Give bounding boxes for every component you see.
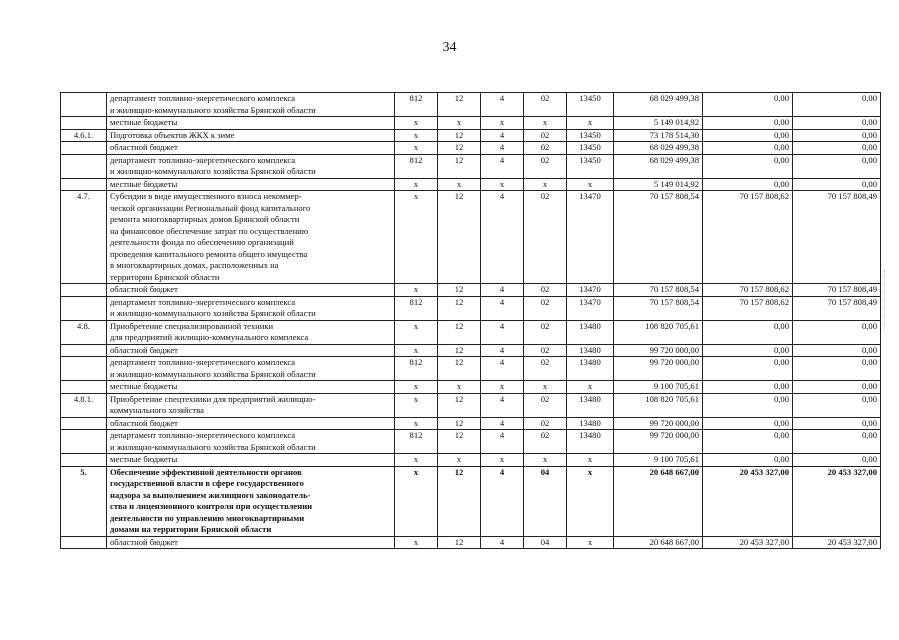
- code-direction-cell: 13480: [567, 320, 614, 344]
- table-row: [61, 117, 881, 130]
- code-subsection-cell: х: [481, 117, 524, 130]
- table-row: [61, 129, 881, 142]
- row-number-cell: 4.6.1.: [61, 129, 107, 142]
- row-name-cell: [107, 154, 395, 178]
- code-section-cell: 12: [438, 393, 481, 417]
- amount-year1-cell: 70 157 808,54: [614, 191, 703, 284]
- amount-year1-cell: 5 149 014,92: [614, 178, 703, 191]
- amount-year3-cell: 0,00: [793, 381, 881, 394]
- row-name-line: проведения капитального ремонта общего имущества: [110, 248, 308, 259]
- code-direction-cell: 13450: [567, 129, 614, 142]
- amount-year3-cell: 0,00: [793, 357, 881, 381]
- amount-year3-cell: 0,00: [793, 344, 881, 357]
- row-name-line: ремонта многоквартирных домов Брянской области: [110, 214, 300, 224]
- amount-year2-cell: 0,00: [703, 417, 793, 430]
- code-subsection-cell: 4: [481, 344, 524, 357]
- row-number-cell: 4.8.: [61, 320, 107, 344]
- row-name-line: департамент топливно-энергетического комплекса: [110, 154, 296, 165]
- row-name-line: областной бюджет: [110, 344, 178, 355]
- row-name-line: местные бюджеты: [110, 454, 178, 464]
- row-number-cell: [61, 381, 107, 394]
- amount-year1-cell: 5 149 014,92: [614, 117, 703, 130]
- code-gov-cell: 812: [395, 154, 438, 178]
- code-direction-cell: 13480: [567, 344, 614, 357]
- code-subsection-cell: 4: [481, 154, 524, 178]
- code-program-cell: 02: [524, 296, 567, 320]
- code-gov-cell: х: [395, 454, 438, 467]
- code-gov-cell: 812: [395, 357, 438, 381]
- amount-year3-cell: 70 157 808,49: [793, 296, 881, 320]
- row-name-cell: [107, 430, 395, 454]
- code-section-cell: 12: [438, 191, 481, 284]
- amount-year2-cell: 0,00: [703, 154, 793, 178]
- amount-year1-cell: 108 820 705,61: [614, 320, 703, 344]
- row-name-line: и жилищно-коммунального хозяйства Брянской области: [110, 308, 316, 318]
- row-name-line: домами на территории Брянской области: [110, 524, 272, 534]
- amount-year1-cell: 70 157 808,54: [614, 284, 703, 297]
- code-direction-cell: 13450: [567, 142, 614, 155]
- table-row: [61, 536, 881, 549]
- table-row: [61, 357, 881, 381]
- code-subsection-cell: 4: [481, 284, 524, 297]
- table-row: [61, 466, 881, 536]
- row-name-cell: [107, 178, 395, 191]
- code-gov-cell: х: [395, 191, 438, 284]
- row-name-line: Субсидии в виде имущественного взноса некоммер-: [110, 191, 302, 201]
- code-direction-cell: х: [567, 381, 614, 394]
- code-gov-cell: х: [395, 536, 438, 549]
- row-name-line: ческой организации Региональный фонд капитального: [110, 202, 311, 213]
- code-section-cell: 12: [438, 417, 481, 430]
- row-number-cell: [61, 357, 107, 381]
- row-name-line: государственной власти в сфере государственного: [110, 478, 304, 488]
- row-number-cell: [61, 178, 107, 191]
- code-gov-cell: 812: [395, 296, 438, 320]
- row-name-line: департамент топливно-энергетического комплекса: [110, 93, 296, 103]
- row-number-cell: [61, 417, 107, 430]
- table-row: [61, 393, 881, 417]
- row-number-cell: [61, 142, 107, 155]
- row-number-cell: [61, 284, 107, 297]
- amount-year2-cell: 0,00: [703, 178, 793, 191]
- code-direction-cell: 13480: [567, 393, 614, 417]
- amount-year1-cell: 99 720 000,00: [614, 430, 703, 454]
- row-name-line: областной бюджет: [110, 284, 178, 294]
- amount-year2-cell: 0,00: [703, 430, 793, 454]
- code-direction-cell: х: [567, 466, 614, 536]
- code-direction-cell: 13470: [567, 284, 614, 297]
- amount-year2-cell: 0,00: [703, 454, 793, 467]
- row-name-line: местные бюджеты: [110, 117, 178, 127]
- table-row: [61, 142, 881, 155]
- code-direction-cell: 13470: [567, 296, 614, 320]
- budget-table: [60, 92, 881, 549]
- row-name-line: ства и лицензионного контроля при осуществлении: [110, 501, 313, 511]
- code-gov-cell: х: [395, 117, 438, 130]
- amount-year1-cell: 108 820 705,61: [614, 393, 703, 417]
- code-subsection-cell: 4: [481, 536, 524, 549]
- table-row: [61, 178, 881, 191]
- amount-year2-cell: 0,00: [703, 129, 793, 142]
- row-name-line: коммунального хозяйства: [110, 405, 204, 415]
- amount-year2-cell: 0,00: [703, 93, 793, 117]
- code-section-cell: 12: [438, 93, 481, 117]
- code-section-cell: 12: [438, 320, 481, 344]
- row-name-line: Приобретение специализированной техники: [110, 320, 274, 331]
- row-name-line: и жилищно-коммунального хозяйства Брянской области: [110, 166, 316, 176]
- code-program-cell: 02: [524, 393, 567, 417]
- amount-year3-cell: 0,00: [793, 129, 881, 142]
- amount-year3-cell: 70 157 808,49: [793, 191, 881, 284]
- amount-year2-cell: 20 453 327,00: [703, 466, 793, 536]
- code-section-cell: х: [438, 178, 481, 191]
- code-direction-cell: 13470: [567, 191, 614, 284]
- amount-year2-cell: 0,00: [703, 344, 793, 357]
- code-program-cell: 02: [524, 142, 567, 155]
- row-name-cell: [107, 296, 395, 320]
- amount-year1-cell: 73 178 514,30: [614, 129, 703, 142]
- row-name-line: местные бюджеты: [110, 381, 178, 391]
- code-direction-cell: 13480: [567, 357, 614, 381]
- row-number-cell: [61, 430, 107, 454]
- table-row: [61, 284, 881, 297]
- code-direction-cell: х: [567, 117, 614, 130]
- row-name-line: и жилищно-коммунального хозяйства Брянской области: [110, 104, 316, 115]
- code-program-cell: 02: [524, 417, 567, 430]
- amount-year2-cell: 70 157 808,62: [703, 296, 793, 320]
- row-name-line: областной бюджет: [110, 536, 178, 547]
- code-subsection-cell: 4: [481, 393, 524, 417]
- row-name-cell: [107, 117, 395, 130]
- amount-year3-cell: 0,00: [793, 430, 881, 454]
- code-subsection-cell: 4: [481, 191, 524, 284]
- code-section-cell: 12: [438, 296, 481, 320]
- amount-year2-cell: 70 157 808,62: [703, 284, 793, 297]
- amount-year1-cell: 70 157 808,54: [614, 296, 703, 320]
- code-direction-cell: х: [567, 454, 614, 467]
- code-direction-cell: х: [567, 178, 614, 191]
- row-name-cell: [107, 417, 395, 430]
- row-name-cell: [107, 93, 395, 117]
- code-gov-cell: х: [395, 417, 438, 430]
- row-name-line: областной бюджет: [110, 142, 178, 152]
- code-subsection-cell: х: [481, 454, 524, 467]
- amount-year2-cell: 0,00: [703, 142, 793, 155]
- amount-year3-cell: 20 453 327,00: [793, 466, 881, 536]
- row-number-cell: [61, 117, 107, 130]
- amount-year1-cell: 9 100 705,61: [614, 381, 703, 394]
- row-name-cell: [107, 466, 395, 536]
- code-gov-cell: х: [395, 320, 438, 344]
- amount-year3-cell: 0,00: [793, 142, 881, 155]
- code-gov-cell: 812: [395, 93, 438, 117]
- amount-year3-cell: 0,00: [793, 393, 881, 417]
- table-row: [61, 417, 881, 430]
- amount-year1-cell: 99 720 000,00: [614, 357, 703, 381]
- code-section-cell: х: [438, 117, 481, 130]
- amount-year1-cell: 99 720 000,00: [614, 417, 703, 430]
- amount-year3-cell: 0,00: [793, 320, 881, 344]
- page-number: 34: [442, 40, 457, 55]
- code-subsection-cell: 4: [481, 93, 524, 117]
- amount-year3-cell: 0,00: [793, 93, 881, 117]
- row-name-cell: [107, 129, 395, 142]
- code-program-cell: 02: [524, 344, 567, 357]
- amount-year3-cell: 0,00: [793, 117, 881, 130]
- code-program-cell: 02: [524, 154, 567, 178]
- amount-year3-cell: 20 453 327,00: [793, 536, 881, 549]
- amount-year1-cell: 20 648 667,00: [614, 466, 703, 536]
- code-direction-cell: х: [567, 536, 614, 549]
- row-number-cell: [61, 454, 107, 467]
- row-name-line: территории Брянской области: [110, 271, 220, 282]
- row-name-line: в многоквартирных домах, расположенных на: [110, 260, 279, 270]
- table-row: [61, 296, 881, 320]
- row-name-line: на финансовое обеспечение затрат по осуществлению: [110, 225, 309, 236]
- row-name-line: областной бюджет: [110, 417, 178, 428]
- code-section-cell: 12: [438, 284, 481, 297]
- code-section-cell: 12: [438, 536, 481, 549]
- code-gov-cell: х: [395, 178, 438, 191]
- code-direction-cell: 13450: [567, 93, 614, 117]
- row-name-line: деятельности фонда по обеспечению организаций: [110, 237, 294, 247]
- row-name-line: местные бюджеты: [110, 178, 178, 189]
- code-program-cell: х: [524, 117, 567, 130]
- code-subsection-cell: 4: [481, 320, 524, 344]
- row-name-line: департамент топливно-энергетического комплекса: [110, 430, 296, 440]
- row-name-line: Обеспечение эффективной деятельности органов: [110, 466, 302, 477]
- row-name-cell: [107, 357, 395, 381]
- amount-year2-cell: 0,00: [703, 393, 793, 417]
- row-number-cell: [61, 154, 107, 178]
- amount-year3-cell: 70 157 808,49: [793, 284, 881, 297]
- amount-year1-cell: 68 029 499,38: [614, 93, 703, 117]
- row-name-line: и жилищно-коммунального хозяйства Брянской области: [110, 368, 316, 379]
- row-name-line: департамент топливно-энергетического комплекса: [110, 357, 296, 367]
- code-subsection-cell: 4: [481, 430, 524, 454]
- row-number-cell: 4.8.1.: [61, 393, 107, 417]
- table-row: [61, 154, 881, 178]
- code-subsection-cell: х: [481, 178, 524, 191]
- amount-year2-cell: 70 157 808,62: [703, 191, 793, 284]
- row-name-line: надзора за выполнением жилищного законодатель-: [110, 489, 311, 500]
- code-program-cell: х: [524, 381, 567, 394]
- code-program-cell: 02: [524, 357, 567, 381]
- code-program-cell: 04: [524, 466, 567, 536]
- row-name-line: для предприятий жилищно-коммунального комплекса: [110, 332, 309, 342]
- code-section-cell: х: [438, 381, 481, 394]
- code-direction-cell: 13480: [567, 430, 614, 454]
- code-program-cell: 02: [524, 93, 567, 117]
- code-program-cell: 02: [524, 129, 567, 142]
- row-number-cell: [61, 344, 107, 357]
- row-name-cell: [107, 393, 395, 417]
- table-row: [61, 191, 881, 284]
- code-gov-cell: х: [395, 393, 438, 417]
- table-row: [61, 344, 881, 357]
- row-name-cell: [107, 142, 395, 155]
- code-subsection-cell: 4: [481, 296, 524, 320]
- code-program-cell: 02: [524, 284, 567, 297]
- code-subsection-cell: 4: [481, 129, 524, 142]
- row-number-cell: [61, 93, 107, 117]
- row-number-cell: [61, 536, 107, 549]
- code-section-cell: 12: [438, 466, 481, 536]
- scan-margin-mark: [884, 270, 891, 330]
- row-name-line: деятельности по управлению многоквартирными: [110, 512, 305, 523]
- amount-year3-cell: 0,00: [793, 154, 881, 178]
- row-name-line: департамент топливно-энергетического комплекса: [110, 296, 296, 307]
- amount-year2-cell: 20 453 327,00: [703, 536, 793, 549]
- amount-year3-cell: 0,00: [793, 417, 881, 430]
- amount-year1-cell: 99 720 000,00: [614, 344, 703, 357]
- amount-year2-cell: 0,00: [703, 320, 793, 344]
- code-subsection-cell: 4: [481, 357, 524, 381]
- row-name-cell: [107, 344, 395, 357]
- code-section-cell: 12: [438, 430, 481, 454]
- amount-year3-cell: 0,00: [793, 454, 881, 467]
- row-name-line: Приобретение спецтехники для предприятий жилищно-: [110, 393, 316, 404]
- code-gov-cell: х: [395, 344, 438, 357]
- code-gov-cell: х: [395, 381, 438, 394]
- amount-year1-cell: 9 100 705,61: [614, 454, 703, 467]
- code-program-cell: х: [524, 178, 567, 191]
- code-program-cell: 02: [524, 320, 567, 344]
- table-row: [61, 430, 881, 454]
- row-name-cell: [107, 191, 395, 284]
- table-body: [61, 93, 881, 549]
- code-program-cell: 04: [524, 536, 567, 549]
- amount-year3-cell: 0,00: [793, 178, 881, 191]
- code-section-cell: х: [438, 454, 481, 467]
- code-direction-cell: 13450: [567, 154, 614, 178]
- amount-year2-cell: 0,00: [703, 117, 793, 130]
- row-name-cell: [107, 454, 395, 467]
- table-row: [61, 454, 881, 467]
- code-program-cell: 02: [524, 191, 567, 284]
- row-name-cell: [107, 381, 395, 394]
- table-row: [61, 381, 881, 394]
- row-name-line: и жилищно-коммунального хозяйства Брянской области: [110, 441, 316, 452]
- row-number-cell: 5.: [61, 466, 107, 536]
- amount-year1-cell: 20 648 667,00: [614, 536, 703, 549]
- code-direction-cell: 13480: [567, 417, 614, 430]
- code-gov-cell: 812: [395, 430, 438, 454]
- amount-year1-cell: 68 029 499,38: [614, 142, 703, 155]
- amount-year1-cell: 68 029 499,38: [614, 154, 703, 178]
- code-subsection-cell: 4: [481, 417, 524, 430]
- code-gov-cell: х: [395, 466, 438, 536]
- table-row: [61, 320, 881, 344]
- code-subsection-cell: 4: [481, 142, 524, 155]
- row-name-line: Подготовка объектов ЖКХ к зиме: [110, 129, 235, 140]
- code-section-cell: 12: [438, 344, 481, 357]
- code-section-cell: 12: [438, 154, 481, 178]
- row-name-cell: [107, 320, 395, 344]
- code-gov-cell: х: [395, 129, 438, 142]
- amount-year2-cell: 0,00: [703, 381, 793, 394]
- row-name-cell: [107, 536, 395, 549]
- code-subsection-cell: х: [481, 381, 524, 394]
- row-number-cell: [61, 296, 107, 320]
- code-program-cell: х: [524, 454, 567, 467]
- table-row: [61, 93, 881, 117]
- row-name-cell: [107, 284, 395, 297]
- code-section-cell: 12: [438, 129, 481, 142]
- row-number-cell: 4.7.: [61, 191, 107, 284]
- code-gov-cell: х: [395, 142, 438, 155]
- code-gov-cell: х: [395, 284, 438, 297]
- code-subsection-cell: 4: [481, 466, 524, 536]
- code-section-cell: 12: [438, 357, 481, 381]
- code-program-cell: 02: [524, 430, 567, 454]
- code-section-cell: 12: [438, 142, 481, 155]
- amount-year2-cell: 0,00: [703, 357, 793, 381]
